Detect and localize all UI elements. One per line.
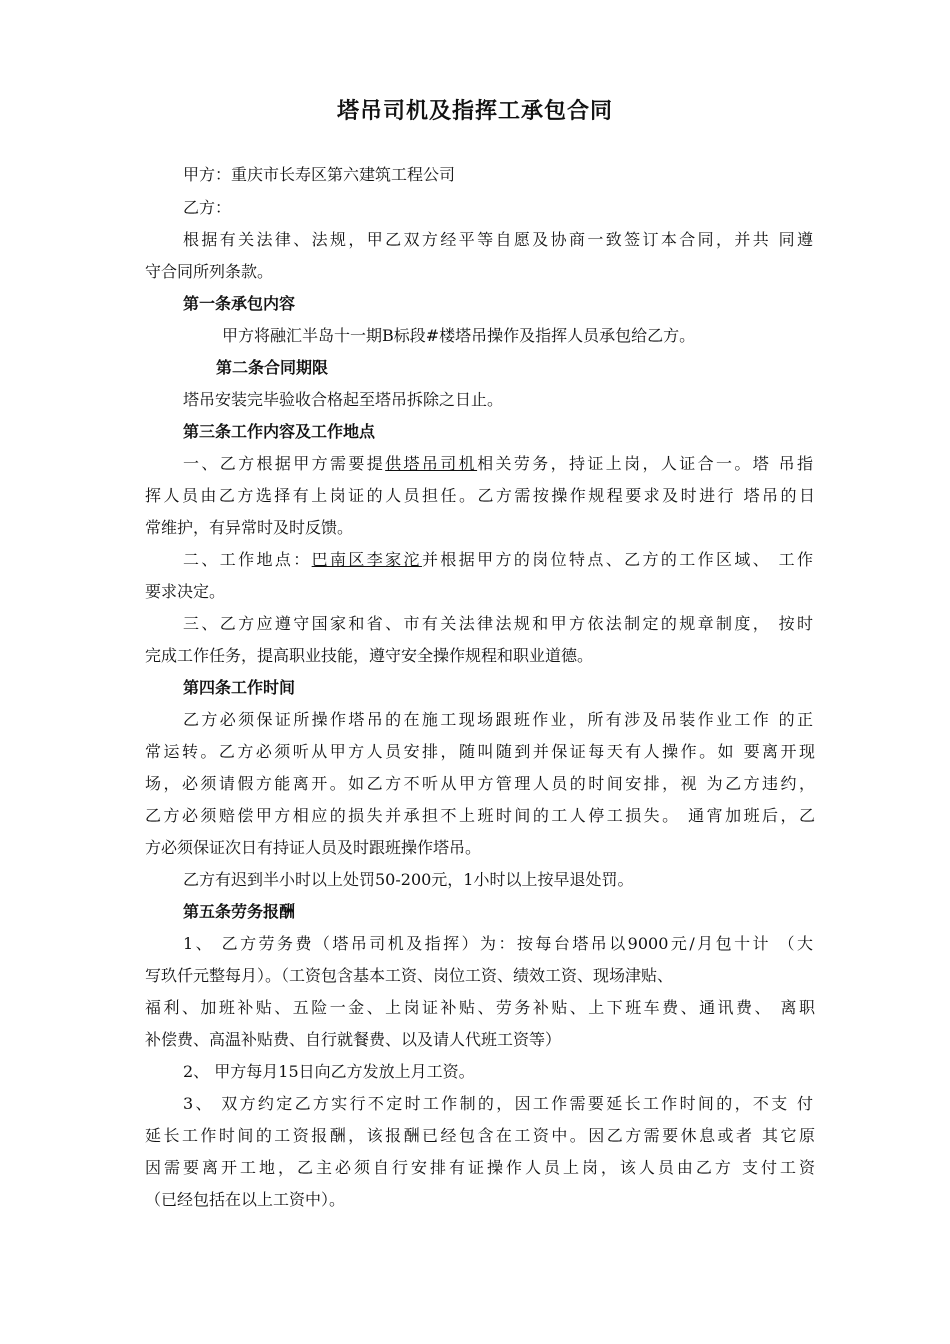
article-3-item-3-line-1: 三、乙方应遵守国家和省、市有关法律法规和甲方依法制定的规章制度， 按时 (183, 614, 813, 633)
article-4-line-2: 常运转。乙方必须听从甲方人员安排，随叫随到并保证每天有人操作。如 要离开现 (145, 742, 815, 761)
article-4-line-5: 方必须保证次日有持证人员及时跟班操作塔吊。 (145, 838, 482, 857)
article-5-item-1-line-4: 补偿费、高温补贴费、自行就餐费、以及请人代班工资等） (145, 1030, 562, 1049)
text-run: 并根据甲方的岗位特点、乙方的工作区域、 工作 (421, 550, 813, 569)
article-4-penalty: 乙方有迟到半小时以上处罚50-200元，1小时以上按早退处罚。 (183, 870, 634, 889)
article-3-item-1-line-2: 挥人员由乙方选择有上岗证的人员担任。乙方需按操作规程要求及时进行 塔吊的日 (145, 486, 815, 505)
article-3-heading: 第三条工作内容及工作地点 (183, 422, 376, 441)
article-5-heading: 第五条劳务报酬 (183, 902, 296, 921)
article-4-heading: 第四条工作时间 (183, 678, 296, 697)
article-3-item-1-line-1 (183, 454, 813, 474)
article-5-item-3-line-4: （已经包括在以上工资中）。 (145, 1190, 346, 1209)
article-5-item-1-line-2: 写玖仟元整每月）。（工资包含基本工资、岗位工资、绩效工资、现场津贴、 (145, 966, 674, 985)
article-3-item-3-line-2: 完成工作任务，提高职业技能，遵守安全操作规程和职业道德。 (145, 646, 594, 665)
article-1-heading: 第一条承包内容 (183, 294, 296, 313)
underlined-text: 巴南区李家沱 (311, 550, 422, 569)
article-2-heading: 第二条合同期限 (216, 358, 329, 377)
article-3-item-2-line-1 (183, 550, 813, 570)
intro-line-2: 守合同所列条款。 (145, 262, 274, 281)
article-5-item-3-line-3: 因需要离开工地，乙主必须自行安排有证操作人员上岗，该人员由乙方 支付工资 (145, 1158, 815, 1177)
intro-line-1: 根据有关法律、法规，甲乙双方经平等自愿及协商一致签订本合同，并共 同遵 (183, 230, 813, 249)
article-5-item-3-line-1: 3、 双方约定乙方实行不定时工作制的，因工作需要延长工作时间的，不支 付 (183, 1094, 813, 1113)
underlined-text: 供塔吊司机 (385, 454, 478, 473)
article-5-item-2: 2、 甲方每月15日向乙方发放上月工资。 (183, 1062, 475, 1081)
article-4-line-3: 场，必须请假方能离开。如乙方不听从甲方管理人员的时间安排，视 为乙方违约， (145, 774, 815, 793)
article-3-item-2-line-2: 要求决定。 (145, 582, 226, 601)
article-4-line-1: 乙方必须保证所操作塔吊的在施工现场跟班作业，所有涉及吊装作业工作 的正 (183, 710, 813, 729)
text-run: 二、工作地点： (183, 550, 312, 569)
document-title: 塔吊司机及指挥工承包合同 (336, 99, 613, 124)
party-a: 甲方：重庆市长寿区第六建筑工程公司 (183, 165, 456, 184)
article-4-line-4: 乙方必须赔偿甲方相应的损失并承担不上班时间的工人停工损失。 通宵加班后，乙 (145, 806, 815, 825)
article-5-item-3-line-2: 延长工作时间的工资报酬，该报酬已经包含在工资中。因乙方需要休息或者 其它原 (145, 1126, 815, 1145)
party-b: 乙方： (183, 198, 232, 217)
article-5-item-1-line-1: 1、 乙方劳务费（塔吊司机及指挥）为：按每台塔吊以9000元/月包十计 （大 (183, 934, 813, 953)
article-3-item-1-line-3: 常维护，有异常时及时反馈。 (145, 518, 354, 537)
article-5-item-1-line-3: 福利、加班补贴、五险一金、上岗证补贴、劳务补贴、上下班车费、通讯费、 离职 (145, 998, 815, 1017)
text-run: 一、乙方根据甲方需要提 (183, 454, 386, 473)
text-run: 相关劳务，持证上岗，人证合一。塔 吊指 (477, 454, 813, 473)
article-2-text: 塔吊安装完毕验收合格起至塔吊拆除之日止。 (183, 390, 504, 409)
article-1-text: 甲方将融汇半岛十一期B标段#楼塔吊操作及指挥人员承包给乙方。 (222, 326, 696, 345)
